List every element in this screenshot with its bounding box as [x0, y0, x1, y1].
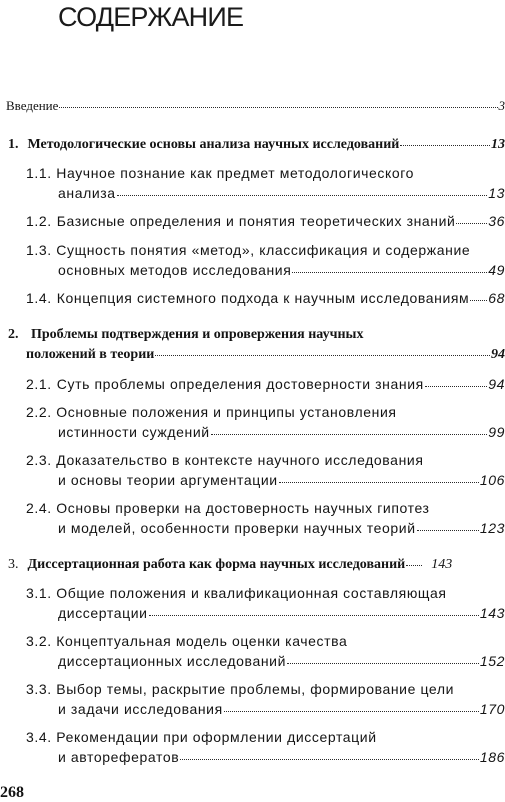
dot-leader [224, 711, 479, 712]
toc-chapter-number: 3. [8, 557, 19, 573]
toc-page-number: 36 [488, 213, 505, 229]
toc-page-number: 68 [488, 290, 505, 306]
toc-entry-intro[interactable] [6, 98, 505, 114]
toc-section-number: 2.4. [26, 500, 52, 516]
page-title: СОДЕРЖАНИЕ [58, 2, 243, 33]
toc-section-1-3-line1[interactable] [26, 242, 470, 258]
toc-entry-label: Проблемы подтверждения и опровержения научных [31, 327, 363, 342]
toc-page-number: 13 [491, 137, 505, 153]
toc-section-number: 1.3. [26, 242, 52, 258]
toc-section-1-1-line2[interactable] [58, 185, 505, 201]
toc-page-number: 99 [488, 424, 505, 440]
toc-section-3-1-line1[interactable] [26, 585, 447, 601]
toc-section-3-4-line1[interactable] [26, 729, 377, 745]
toc-entry-label: и основы теории аргументации [58, 472, 278, 488]
toc-section-2-4-line2[interactable] [58, 520, 505, 536]
toc-section-number: 1.1. [26, 165, 52, 181]
toc-entry-label: Научное познание как предмет методологического [56, 165, 414, 181]
toc-entry-label: Диссертационная работа как форма научных исследований [28, 557, 406, 573]
dot-leader [287, 663, 479, 664]
dot-leader [155, 355, 490, 356]
toc-entry-label: анализа [58, 185, 116, 201]
toc-entry-label: Сущность понятия «метод», классификация и содержание [56, 242, 470, 258]
page-footer-number: 268 [0, 784, 24, 802]
toc-page-number: 13 [488, 185, 505, 201]
toc-section-3-3-line2[interactable] [58, 701, 505, 717]
toc-chapter-2-line1[interactable] [8, 327, 363, 343]
toc-entry-label: Общие положения и квалификационная составляющая [56, 585, 446, 601]
toc-section-number: 3.4. [26, 729, 52, 745]
toc-entry-label: Рекомендации при оформлении диссертаций [56, 729, 376, 745]
dot-leader [279, 482, 479, 483]
dot-leader [211, 434, 488, 435]
toc-section-2-2-line1[interactable] [26, 404, 397, 420]
toc-chapter-number: 2. [8, 327, 19, 342]
dot-leader [149, 615, 479, 616]
toc-entry-label: диссертационных исследований [58, 653, 286, 669]
dot-leader [292, 272, 487, 273]
toc-section-3-2-line1[interactable] [26, 633, 347, 649]
toc-section-2-1[interactable] [26, 376, 505, 392]
toc-section-1-3-line2[interactable] [58, 262, 505, 278]
toc-section-3-1-line2[interactable] [58, 605, 505, 621]
dot-leader [425, 386, 487, 387]
toc-section-number: 3.2. [26, 633, 52, 649]
toc-section-2-4-line1[interactable] [26, 500, 430, 516]
toc-entry-label: Введение [6, 98, 58, 114]
dot-leader [400, 145, 490, 146]
toc-page-number: 152 [480, 653, 505, 669]
toc-section-1-1-line1[interactable] [26, 165, 414, 181]
toc-section-number: 1.4. [26, 290, 52, 306]
toc-page-number: 106 [480, 472, 505, 488]
toc-entry-label: и моделей, особенности проверки научных теорий [58, 520, 416, 536]
toc-entry-label: Базисные определения и понятия теоретических знаний [57, 213, 456, 229]
toc-section-2-3-line2[interactable] [58, 472, 505, 488]
toc-page-number: 3 [499, 98, 505, 114]
toc-section-number: 3.3. [26, 681, 52, 697]
toc-entry-label: диссертации [58, 605, 148, 621]
toc-page-number: 186 [480, 749, 505, 765]
toc-entry-label: Доказательство в контексте научного исследования [56, 452, 423, 468]
toc-entry-label: и задачи исследования [58, 701, 223, 717]
toc-entry-label: Методологические основы анализа научных исследований [28, 137, 400, 153]
toc-section-3-2-line2[interactable] [58, 653, 505, 669]
toc-section-number: 2.1. [26, 376, 52, 392]
toc-page-number: 143 [431, 557, 452, 573]
toc-entry-label: Выбор темы, раскрытие проблемы, формирование цели [56, 681, 454, 697]
toc-entry-label: и авторефератов [58, 749, 179, 765]
toc-chapter-3[interactable] [8, 557, 505, 573]
toc-section-number: 2.2. [26, 404, 52, 420]
toc-section-number: 2.3. [26, 452, 52, 468]
toc-entry-label: Основы проверки на достоверность научных гипотез [56, 500, 429, 516]
toc-section-1-4[interactable] [26, 290, 505, 306]
toc-page-number: 123 [480, 520, 505, 536]
dot-leader [470, 300, 487, 301]
toc-entry-label: Концептуальная модель оценки качества [56, 633, 347, 649]
toc-page-number: 49 [488, 262, 505, 278]
toc-entry-label: Суть проблемы определения достоверности знания [57, 376, 424, 392]
toc-section-number: 1.2. [26, 213, 52, 229]
toc-page-number: 143 [480, 605, 505, 621]
toc-section-3-4-line2[interactable] [58, 749, 505, 765]
toc-chapter-number: 1. [8, 137, 19, 153]
toc-entry-label: истинности суждений [58, 424, 210, 440]
toc-chapter-1[interactable] [8, 137, 505, 153]
dot-leader [59, 107, 497, 108]
toc-section-3-3-line1[interactable] [26, 681, 454, 697]
toc-chapter-2-line2[interactable] [26, 347, 505, 363]
toc-section-2-3-line1[interactable] [26, 452, 424, 468]
toc-entry-label: Основные положения и принципы установления [56, 404, 396, 420]
toc-entry-label: Концепция системного подхода к научным исследованиям [57, 290, 470, 306]
toc-entry-label: положений в теории [26, 347, 154, 363]
toc-page-number: 94 [491, 347, 505, 363]
toc-page-number: 170 [480, 701, 505, 717]
toc-section-number: 3.1. [26, 585, 52, 601]
toc-section-1-2[interactable] [26, 213, 505, 229]
toc-entry-label: основных методов исследования [58, 262, 291, 278]
dot-leader [417, 530, 479, 531]
toc-page-number: 94 [488, 376, 505, 392]
toc-section-2-2-line2[interactable] [58, 424, 505, 440]
dot-leader [117, 195, 488, 196]
dot-leader [180, 759, 479, 760]
dot-leader [456, 223, 487, 224]
dot-leader [406, 565, 422, 566]
